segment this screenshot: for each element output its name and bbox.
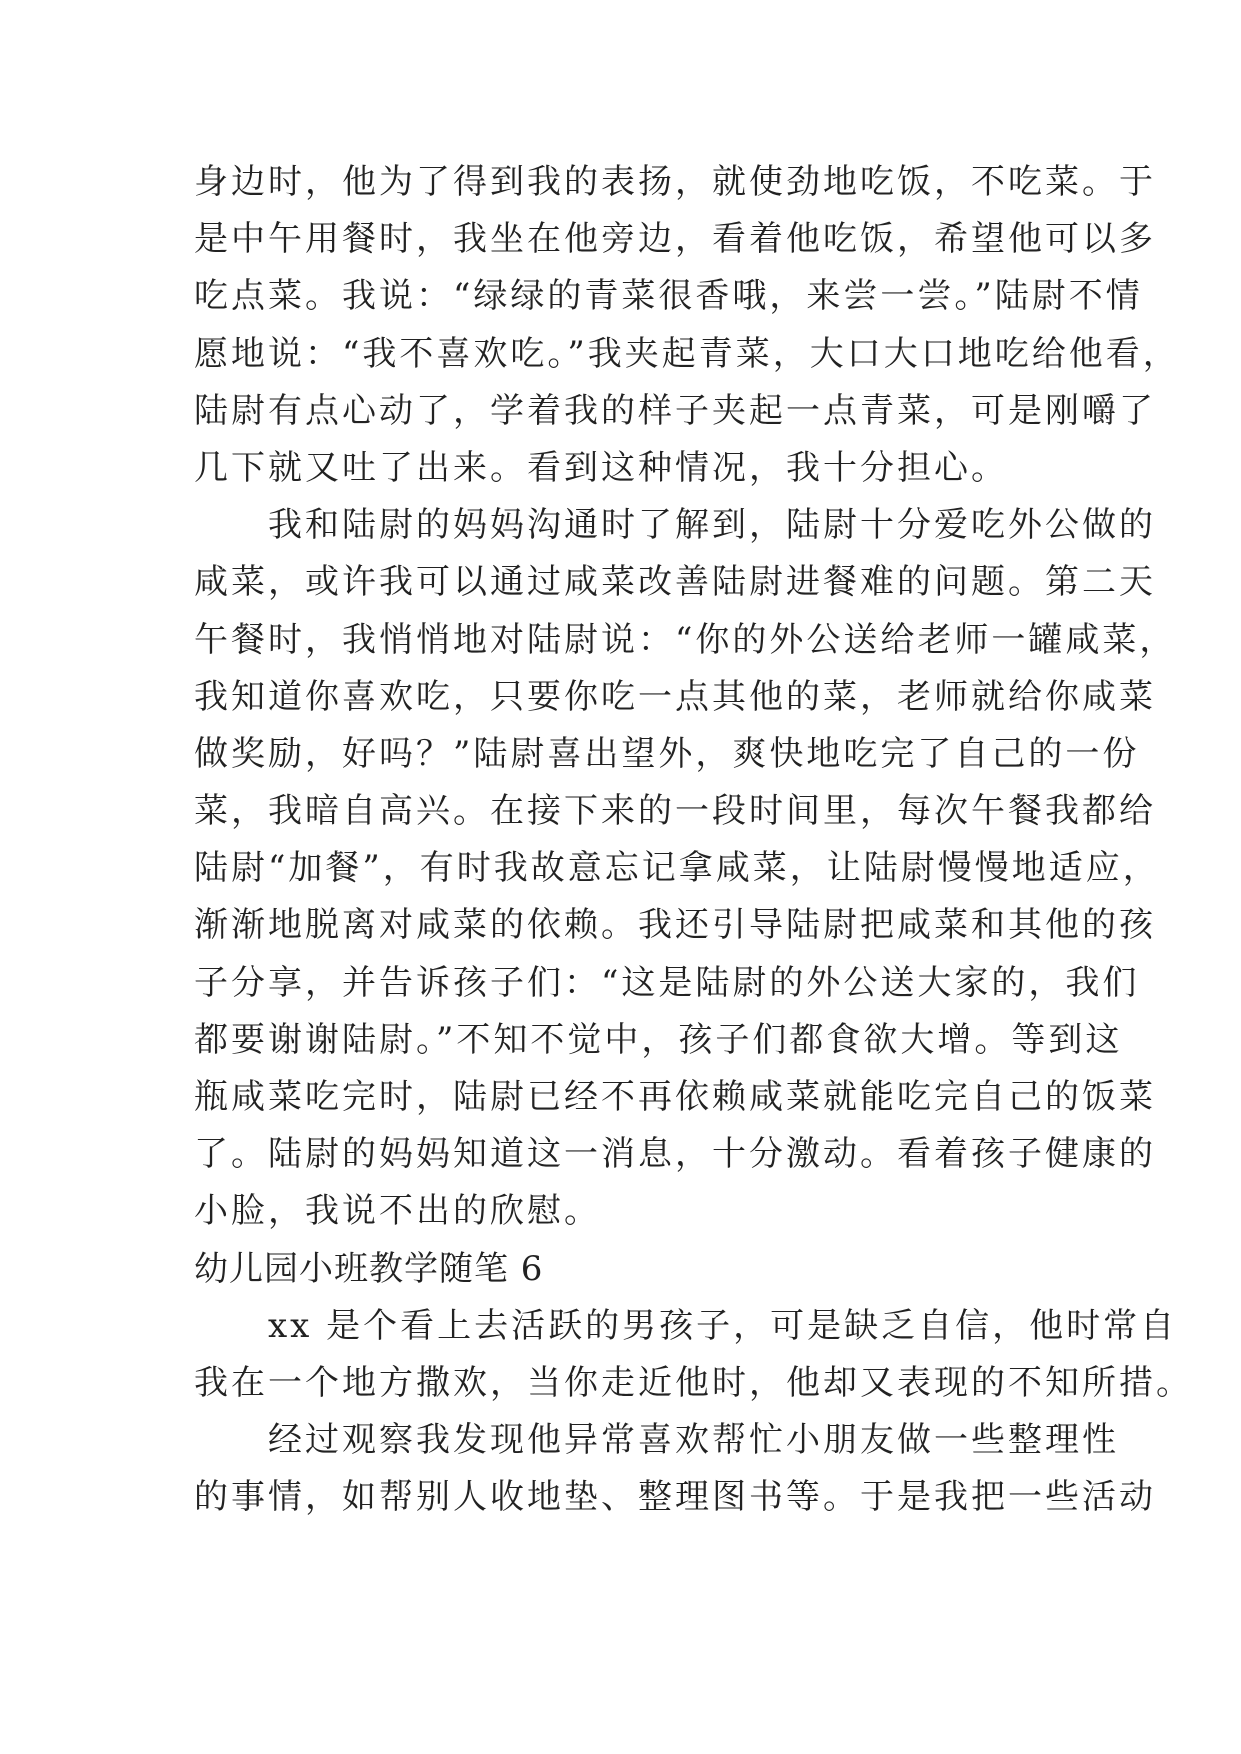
text-line: 我和陆尉的妈妈沟通时了解到，陆尉十分爱吃外公做的 — [194, 505, 1156, 546]
text-line: 的事情，如帮别人收地垫、整理图书等。于是我把一些活动 — [194, 1477, 1156, 1518]
text-line: 我知道你喜欢吃，只要你吃一点其他的菜，老师就给你咸菜 — [194, 676, 1156, 717]
text-line: 都要谢谢陆尉。”不知不觉中，孩子们都食欲大增。等到这 — [194, 1019, 1123, 1060]
section-heading: 幼儿园小班教学随笔 6 — [194, 1248, 544, 1289]
text-line: 我在一个地方撒欢，当你走近他时，他却又表现的不知所措。 — [194, 1362, 1193, 1403]
document-body — [194, 154, 1193, 1527]
text-line: 陆尉“加餐”，有时我故意忘记拿咸菜，让陆尉慢慢地适应， — [194, 848, 1160, 889]
text-line: 渐渐地脱离对咸菜的依赖。我还引导陆尉把咸菜和其他的孩 — [194, 905, 1156, 946]
text-line: 身边时，他为了得到我的表扬，就使劲地吃饭，不吃菜。于 — [194, 162, 1156, 202]
text-line: 瓶咸菜吃完时，陆尉已经不再依赖咸菜就能吃完自己的饭菜 — [194, 1077, 1156, 1117]
text-line: 经过观察我发现他异常喜欢帮忙小朋友做一些整理性 — [194, 1420, 1119, 1461]
text-line: 了。陆尉的妈妈知道这一消息，十分激动。看着孩子健康的 — [194, 1134, 1156, 1175]
text-line: 咸菜，或许我可以通过咸菜改善陆尉进餐难的问题。第二天 — [194, 562, 1156, 603]
text-line: 是中午用餐时，我坐在他旁边，看着他吃饭，希望他可以多 — [194, 219, 1156, 260]
text-line: 子分享，并告诉孩子们：“这是陆尉的外公送大家的，我们 — [194, 962, 1140, 1003]
text-line: 做奖励，好吗？”陆尉喜出望外，爽快地吃完了自己的一份 — [194, 733, 1140, 774]
text-line: 陆尉有点心动了，学着我的样子夹起一点青菜，可是刚嚼了 — [194, 390, 1156, 431]
text-line: 愿地说：“我不喜欢吃。”我夹起青菜，大口大口地吃给他看， — [194, 333, 1180, 374]
text-line: 几下就又吐了出来。看到这种情况，我十分担心。 — [194, 447, 1008, 488]
text-line: 小脸，我说不出的欣慰。 — [194, 1191, 601, 1232]
text-line: 菜，我暗自高兴。在接下来的一段时间里，每次午餐我都给 — [194, 791, 1156, 832]
text-line: 吃点菜。我说：“绿绿的青菜很香哦，来尝一尝。”陆尉不情 — [194, 276, 1143, 317]
text-line: xx 是个看上去活跃的男孩子，可是缺乏自信，他时常自 — [194, 1305, 1178, 1346]
text-line: 午餐时，我悄悄地对陆尉说：“你的外公送给老师一罐咸菜， — [194, 619, 1177, 660]
